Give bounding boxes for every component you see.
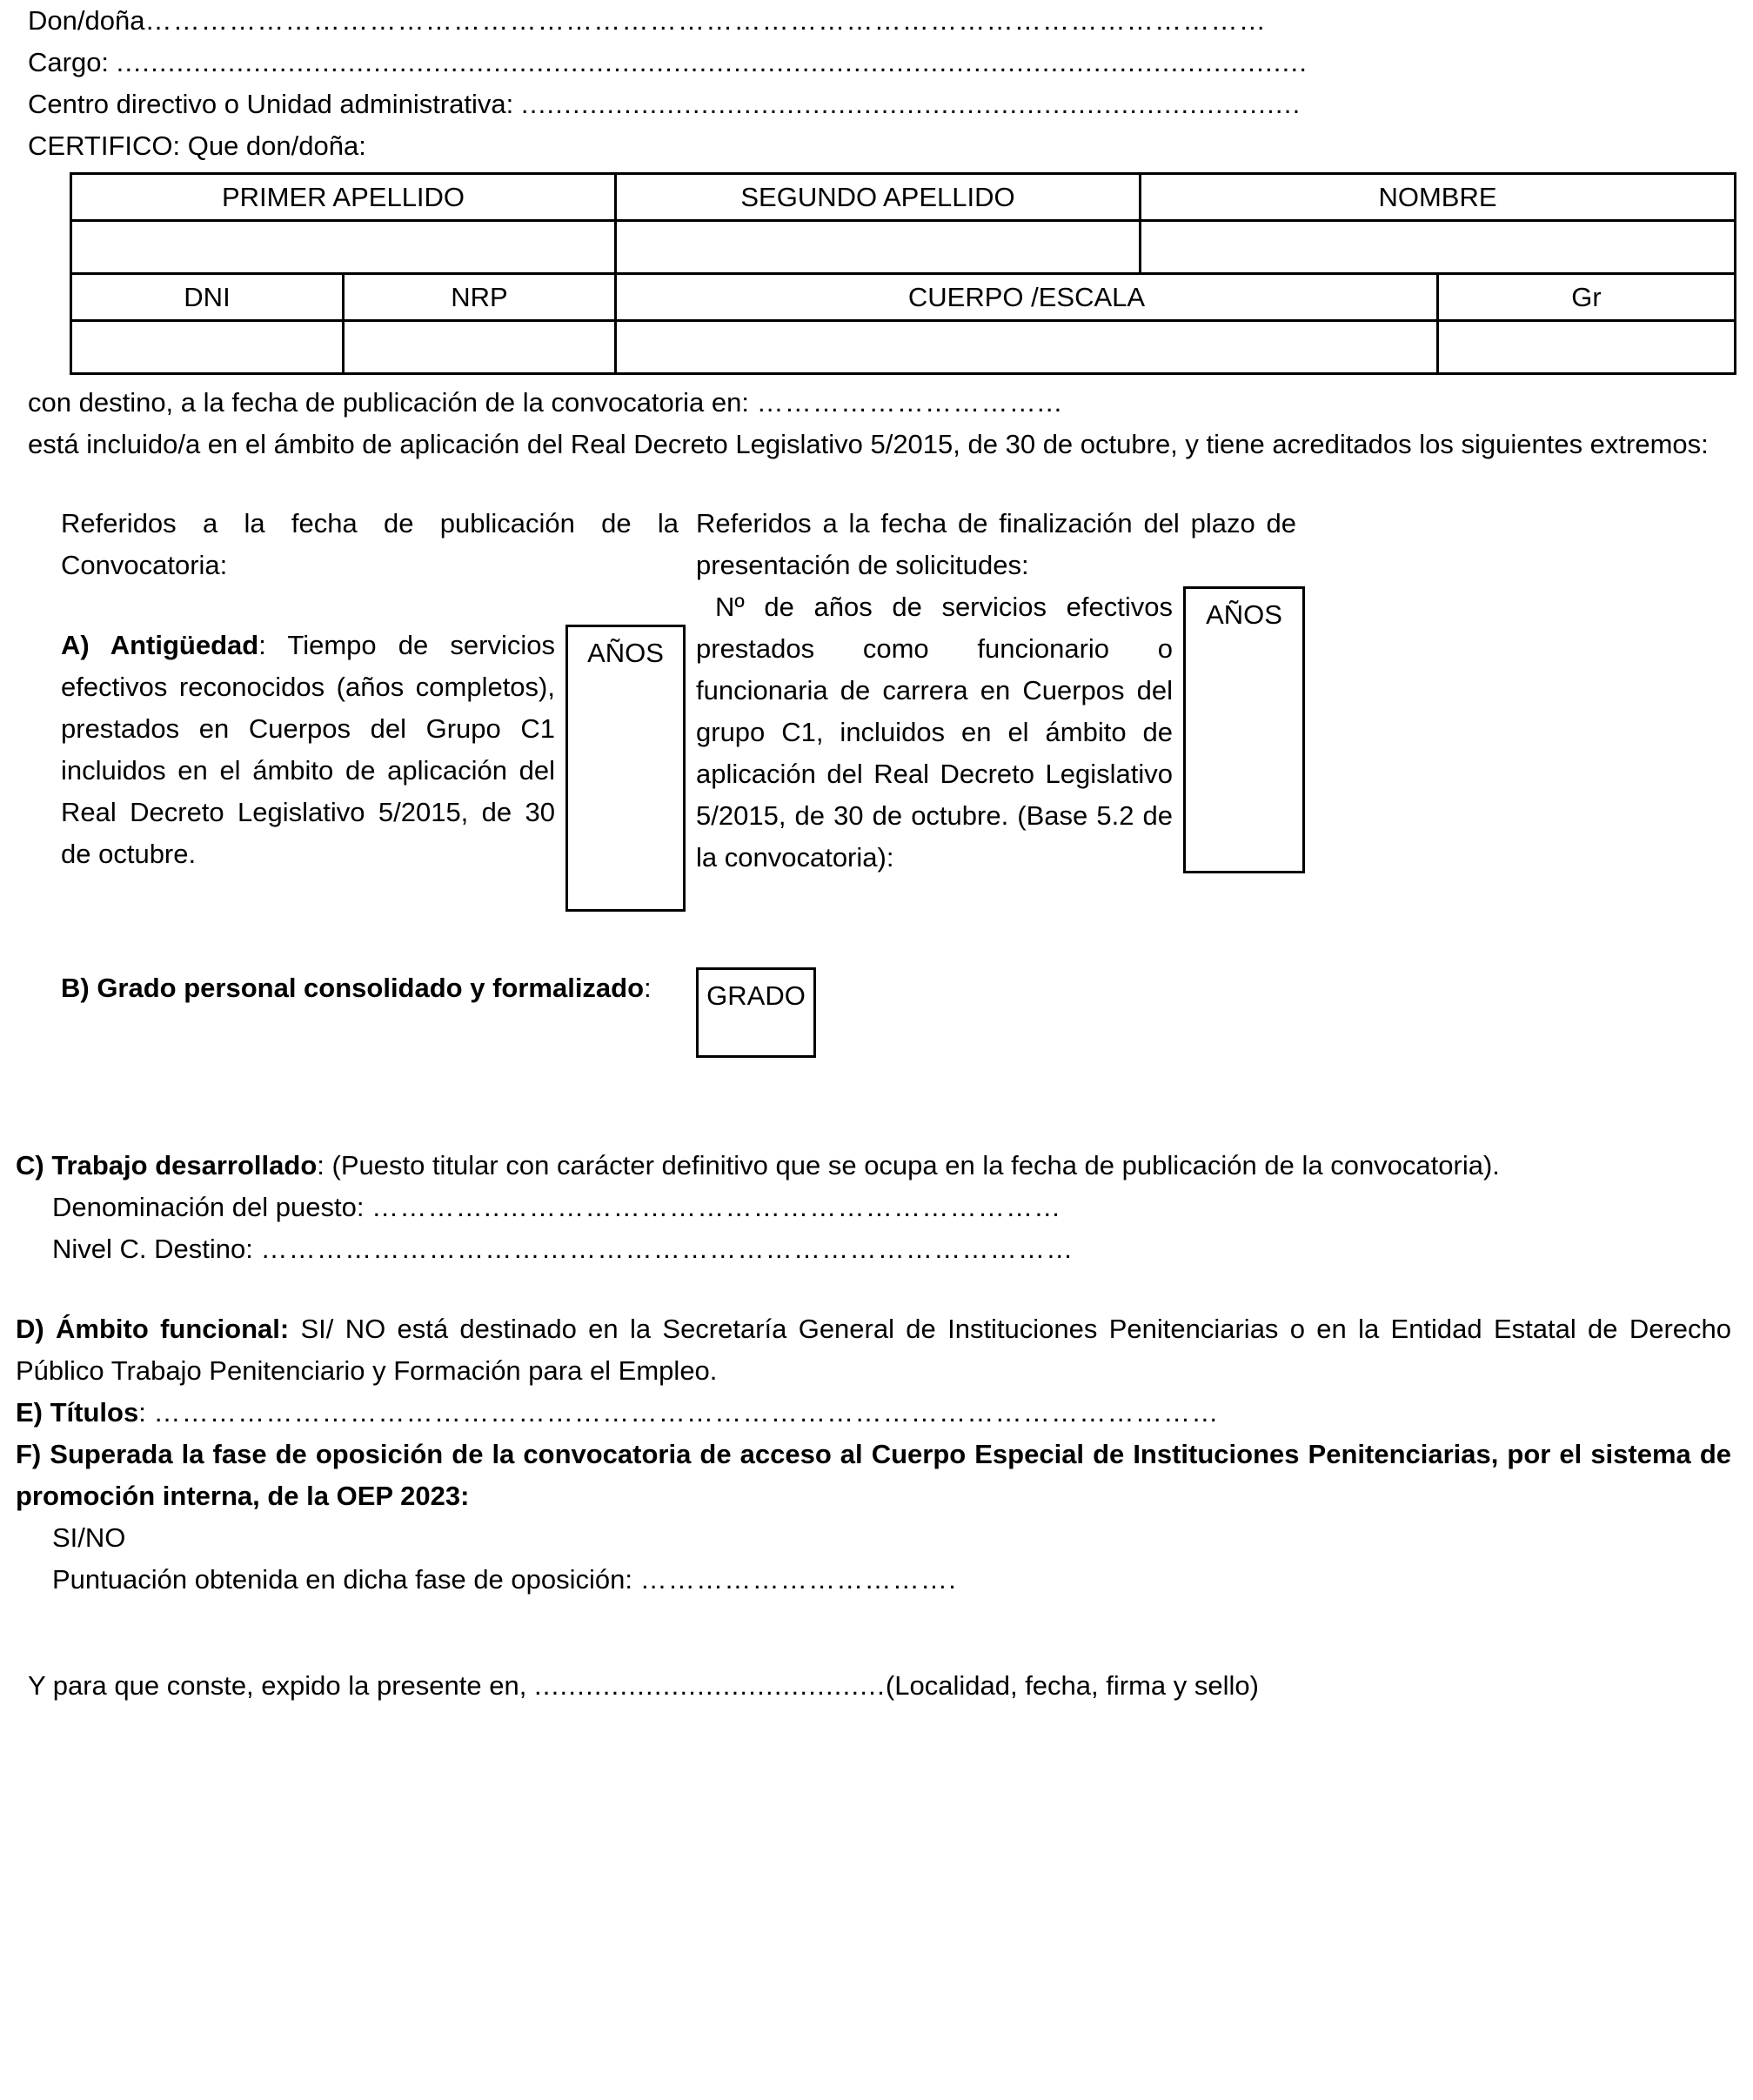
item-a-row <box>61 625 686 912</box>
intro-paragraph: está incluido/a en el ámbito de aplicación del Real Decreto Legislativo 5/2015, de 30 de octubre, y tiene acreditados los siguientes extremos: <box>28 428 1709 459</box>
grado-box[interactable] <box>696 967 816 1058</box>
footer-text-after: (Localidad, fecha, firma y sello) <box>885 1670 1259 1702</box>
field-centro-directivo-dots: ........................................................................................... <box>520 89 1301 120</box>
cell-nrp[interactable] <box>344 321 616 374</box>
field-puntuacion-label: Puntuación obtenida en dicha fase de oposición: <box>52 1564 640 1595</box>
cell-dni[interactable] <box>71 321 344 374</box>
section-c-text: : (Puesto titular con carácter definitivo que se ocupa en la fecha de publicación de la convocatoria). <box>317 1149 1500 1180</box>
item-right-row <box>696 586 1305 879</box>
column-left-intro: Referidos a la fecha de publicación de la Convocatoria: <box>61 507 679 580</box>
field-puntuacion <box>16 1559 1737 1601</box>
field-cargo-label: Cargo: <box>28 47 117 78</box>
spacer <box>61 586 686 625</box>
table-row-ids-values <box>71 321 1736 374</box>
section-d <box>16 1308 1731 1392</box>
field-con-destino-dots: …………………………... <box>756 387 1063 418</box>
item-right-text: Nº de años de servicios efectivos prestados como funcionario o funcionaria de carrera en Cuerpos del grupo C1, incluidos en el ámbito de aplicación del Real Decreto Legislativo 5/2015, de 30 de octubre. (Base 5.2 de la convocatoria): <box>696 591 1173 873</box>
section-f-sino: SI/NO <box>52 1522 126 1554</box>
section-c <box>16 1145 1731 1187</box>
section-e <box>16 1392 1737 1434</box>
section-b-colon: : <box>644 972 652 1003</box>
spacer <box>16 1601 1737 1665</box>
item-a-text: : Tiempo de servicios efectivos reconocidos (años completos), prestados en Cuerpos del Grupo C1 incluidos en el ámbito de aplicación del Real Decreto Legislativo 5/2015, de 30 de octubre. <box>61 629 555 869</box>
field-con-destino <box>28 382 1737 423</box>
field-puntuacion-dots: ……………………………. <box>639 1564 958 1595</box>
header-primer-apellido: PRIMER APELLIDO <box>71 174 616 221</box>
section-b <box>61 967 1737 1058</box>
field-centro-directivo <box>16 84 1737 125</box>
field-nivel-destino <box>16 1228 1737 1270</box>
section-d-text: SI/ NO está destinado en la Secretaría General de Instituciones Penitenciarias o en la Entidad Estatal de Derecho Público Trabajo Penitenciario y Formación para el Empleo. <box>16 1313 1731 1386</box>
field-denominacion-label: Denominación del puesto: <box>52 1191 372 1222</box>
cell-nombre[interactable] <box>1141 221 1736 274</box>
lower-sections <box>16 1145 1737 1708</box>
section-d-label: D) Ámbito funcional: <box>16 1313 290 1344</box>
cell-gr[interactable] <box>1438 321 1736 374</box>
cell-cuerpo-escala[interactable] <box>616 321 1438 374</box>
anos-box-right[interactable] <box>1183 586 1305 873</box>
field-cargo <box>16 42 1737 84</box>
field-don-dona <box>16 0 1737 42</box>
footer-dots: ......................................... <box>533 1670 886 1702</box>
field-nivel-dots: …………………………………………………………………………… <box>260 1233 1074 1264</box>
identity-table <box>70 172 1736 375</box>
anos-box-right-label: AÑOS <box>1206 599 1282 630</box>
section-b-label: B) Grado personal consolidado y formalizado <box>61 972 645 1003</box>
table-row-names-values <box>71 221 1736 274</box>
column-right-intro: Referidos a la fecha de finalización del plazo de presentación de solicitudes: <box>696 507 1296 580</box>
header-nombre: NOMBRE <box>1141 174 1736 221</box>
section-c-label: C) Trabajo desarrollado <box>16 1149 318 1180</box>
header-gr: Gr <box>1438 274 1736 321</box>
table-row-header-names <box>71 174 1736 221</box>
section-b-text <box>61 967 686 1009</box>
field-don-dona-dots: ………………………………………………………………………………………………………… <box>144 5 1268 36</box>
anos-box-left[interactable] <box>565 625 686 912</box>
header-dni: DNI <box>71 274 344 321</box>
field-con-destino-label: con destino, a la fecha de publicación de la convocatoria en: <box>28 387 757 418</box>
field-cargo-dots: ........................................................................................................................................... <box>116 47 1308 78</box>
field-denominacion-puesto <box>16 1187 1737 1228</box>
table-row-header-ids <box>71 274 1736 321</box>
anos-box-left-label: AÑOS <box>587 637 664 668</box>
section-f-label: F) Superada la fase de oposición de la convocatoria de acceso al Cuerpo Especial de Instituciones Penitenciarias, por el sistema de promoción interna, de la OEP 2023: <box>16 1439 1731 1512</box>
cell-segundo-apellido[interactable] <box>616 221 1141 274</box>
intro-block <box>16 382 1737 464</box>
section-e-dots: …………………………………………………………………………………………………… <box>153 1396 1220 1428</box>
header-cuerpo-escala: CUERPO /ESCALA <box>616 274 1438 321</box>
item-a-label: A) Antigüedad <box>61 629 259 660</box>
column-left <box>61 503 686 912</box>
section-e-colon: : <box>138 1396 154 1428</box>
field-centro-directivo-label: Centro directivo o Unidad administrativa: <box>28 89 521 120</box>
two-column-section <box>61 503 1737 912</box>
header-segundo-apellido: SEGUNDO APELLIDO <box>616 174 1141 221</box>
grado-box-label: GRADO <box>706 980 806 1011</box>
footer-text-before: Y para que conste, expido la presente en, <box>28 1670 534 1702</box>
field-nivel-label: Nivel C. Destino: <box>52 1233 261 1264</box>
field-don-dona-label: Don/doña <box>28 5 145 36</box>
section-f <box>16 1434 1731 1517</box>
footer-line <box>16 1665 1737 1707</box>
section-e-label: E) Títulos <box>16 1396 139 1428</box>
item-a-text-wrap <box>61 625 555 875</box>
certifico-line: CERTIFICO: Que don/doña: <box>28 130 366 162</box>
header-nrp: NRP <box>344 274 616 321</box>
column-right <box>696 503 1305 912</box>
field-denominacion-dots: …………..…………………………………………………… <box>371 1191 1062 1222</box>
cell-primer-apellido[interactable] <box>71 221 616 274</box>
spacer <box>16 1270 1737 1308</box>
